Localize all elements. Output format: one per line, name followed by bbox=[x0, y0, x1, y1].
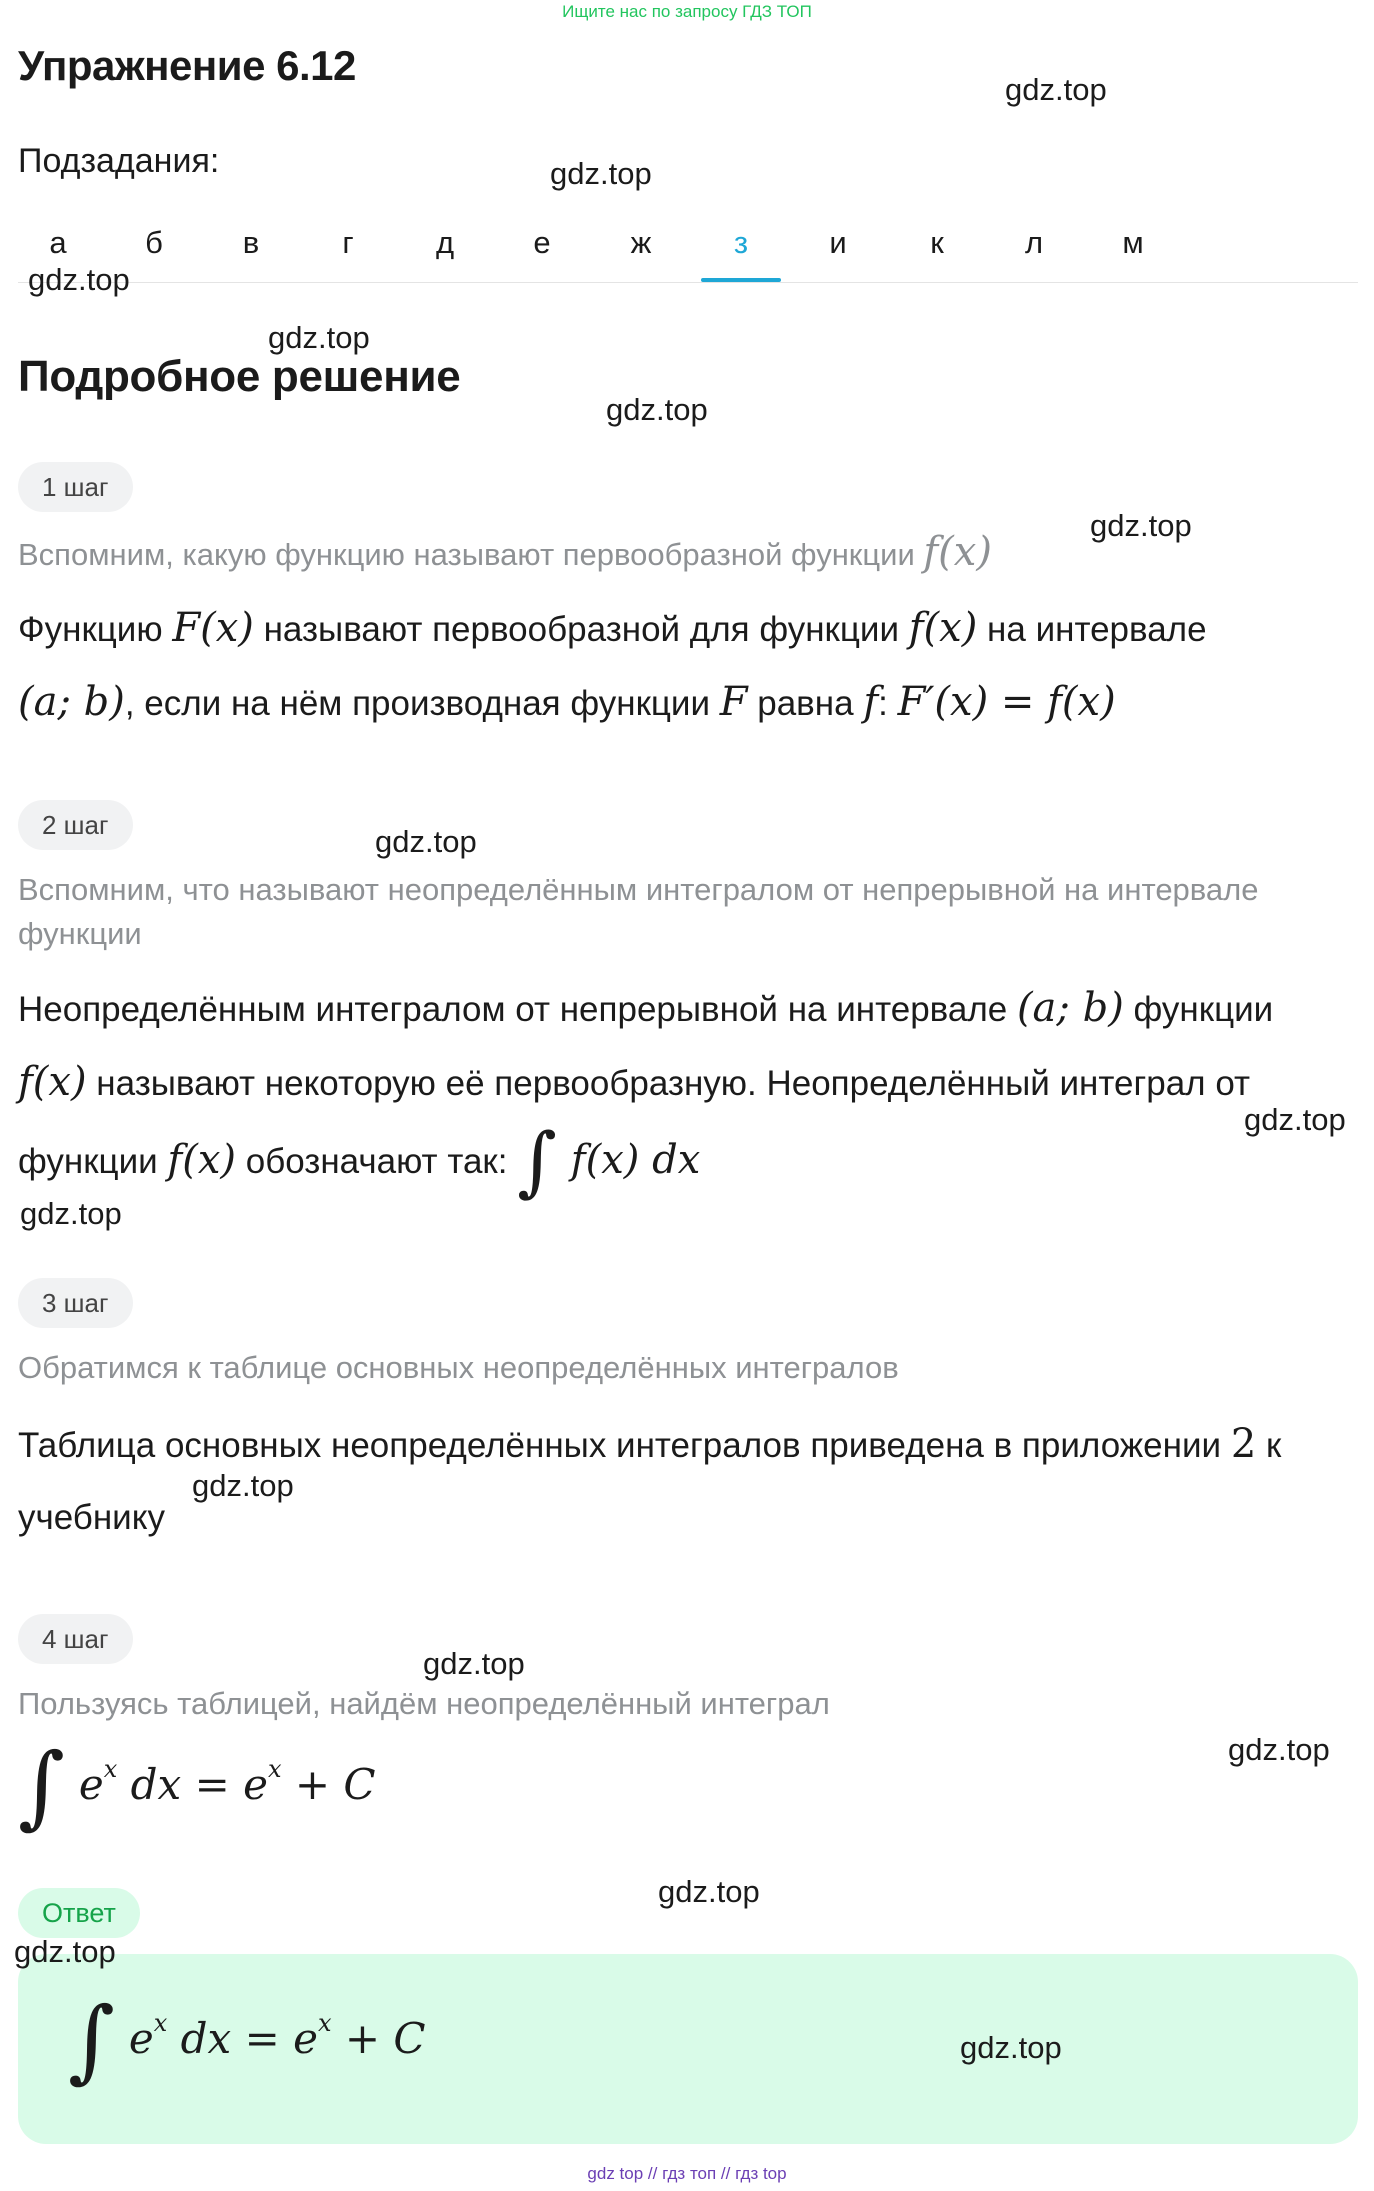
step-2-text: обозначают так: bbox=[236, 1142, 518, 1181]
step-2-text: функции bbox=[1123, 990, 1274, 1029]
step-3-text: к bbox=[1256, 1426, 1282, 1465]
step-1-text: , если на нём производная функции bbox=[124, 684, 720, 723]
step-2-badge: 2 шаг bbox=[18, 800, 133, 850]
formula-text: dx = bbox=[117, 1760, 244, 1809]
footer-links: gdz top // гдз топ // гдз top bbox=[587, 2164, 787, 2183]
step-2-math: (a; b) bbox=[1016, 985, 1124, 1031]
section-title: Подробное решение bbox=[18, 352, 461, 401]
step-1-math: F′(x) = f(x) bbox=[897, 679, 1116, 725]
formula-exponent: x bbox=[153, 2009, 168, 2037]
step-2-text: функции bbox=[18, 1142, 168, 1181]
answer-badge: Ответ bbox=[18, 1888, 140, 1938]
tab-k[interactable]: к bbox=[930, 225, 944, 260]
step-2-math: f(x) bbox=[18, 1059, 87, 1105]
formula-exponent: x bbox=[103, 1755, 118, 1783]
answer-formula bbox=[68, 1988, 426, 2093]
watermark: gdz.top bbox=[423, 1646, 525, 1681]
step-2-body bbox=[18, 972, 1348, 1120]
watermark: gdz.top bbox=[14, 1934, 116, 1969]
watermark: gdz.top bbox=[606, 392, 708, 427]
formula-exponent: x bbox=[317, 2009, 332, 2037]
tab-zh[interactable]: ж bbox=[630, 225, 652, 260]
step-3-text: Таблица основных неопределённых интегралов приведена в приложении bbox=[18, 1426, 1231, 1465]
subtask-tabs bbox=[18, 218, 1358, 283]
integral-sign: ∫ bbox=[68, 1988, 115, 2093]
tab-l[interactable]: л bbox=[1024, 225, 1044, 260]
formula-base: e bbox=[293, 2014, 318, 2063]
watermark: gdz.top bbox=[1005, 72, 1107, 107]
formula-base: e bbox=[128, 2014, 154, 2063]
watermark: gdz.top bbox=[28, 262, 130, 297]
formula-exponent: x bbox=[267, 1755, 282, 1783]
step-1-badge: 1 шаг bbox=[18, 462, 133, 512]
tab-v[interactable]: в bbox=[242, 225, 260, 260]
step-3-text: учебнику bbox=[18, 1498, 165, 1537]
step-3-hint: Обратимся к таблице основных неопределённых интегралов bbox=[18, 1350, 899, 1385]
tab-a[interactable]: а bbox=[49, 225, 67, 260]
step-2-math: f(x) bbox=[167, 1137, 236, 1183]
formula-text: + C bbox=[331, 2014, 426, 2063]
step-1-body bbox=[18, 592, 1348, 740]
step-1-text: на интервале bbox=[977, 610, 1207, 649]
watermark: gdz.top bbox=[658, 1874, 760, 1909]
watermark: gdz.top bbox=[375, 824, 477, 859]
step-4-formula bbox=[18, 1734, 376, 1839]
step-1-math: F bbox=[719, 679, 748, 725]
formula-text: dx = bbox=[167, 2014, 294, 2063]
step-2-text: Неопределённым интегралом от непрерывной на интервале bbox=[18, 990, 1017, 1029]
tab-z[interactable]: з bbox=[701, 218, 781, 280]
watermark: gdz.top bbox=[1228, 1732, 1330, 1767]
step-1-math: f(x) bbox=[908, 605, 978, 651]
tab-i[interactable]: и bbox=[829, 225, 847, 260]
step-3-badge: 3 шаг bbox=[18, 1278, 133, 1328]
watermark: gdz.top bbox=[960, 2030, 1062, 2065]
integral-sign: ∫ bbox=[18, 1734, 65, 1839]
step-4-hint: Пользуясь таблицей, найдём неопределённый интеграл bbox=[18, 1686, 830, 1721]
step-1-math: (a; b) bbox=[18, 679, 125, 725]
step-2-hint: Вспомним, что называют неопределённым интегралом от непрерывной на интервале функции bbox=[18, 872, 1259, 951]
step-2-math: f(x) dx bbox=[570, 1137, 701, 1183]
step-1-text: : bbox=[878, 684, 898, 723]
step-1-text: называют первообразной для функции bbox=[253, 610, 909, 649]
formula-base: e bbox=[243, 1760, 268, 1809]
watermark: gdz.top bbox=[20, 1196, 122, 1231]
step-1-text: Функцию bbox=[18, 610, 173, 649]
tab-d[interactable]: д bbox=[435, 225, 455, 260]
subtasks-label: Подзадания: bbox=[18, 142, 220, 180]
step-2-text: называют некоторую её первообразную. Неопределённый интеграл от bbox=[86, 1064, 1251, 1103]
integral-sign: ∫ bbox=[517, 1116, 557, 1205]
step-1-hint-text: Вспомним, какую функцию называют первообразной функции bbox=[18, 537, 924, 572]
step-1-math: F(x) bbox=[172, 605, 254, 651]
watermark: gdz.top bbox=[550, 156, 652, 191]
step-1-text: равна bbox=[747, 684, 864, 723]
watermark: gdz.top bbox=[268, 320, 370, 355]
tab-m[interactable]: м bbox=[1122, 225, 1144, 260]
formula-text: + C bbox=[281, 1760, 376, 1809]
step-1-math: f bbox=[863, 679, 879, 725]
tab-b[interactable]: б bbox=[145, 225, 163, 260]
watermark: gdz.top bbox=[1090, 508, 1192, 543]
step-3-math: 2 bbox=[1230, 1421, 1257, 1467]
answer-box bbox=[18, 1954, 1358, 2144]
tab-g[interactable]: г bbox=[342, 225, 354, 260]
page-title: Упражнение 6.12 bbox=[18, 42, 356, 89]
step-4-badge: 4 шаг bbox=[18, 1614, 133, 1664]
watermark: gdz.top bbox=[1244, 1102, 1346, 1137]
formula-base: e bbox=[78, 1760, 104, 1809]
top-banner: Ищите нас по запросу ГДЗ ТОП bbox=[562, 2, 812, 21]
tab-e[interactable]: е bbox=[533, 225, 551, 260]
watermark: gdz.top bbox=[192, 1468, 294, 1503]
step-1-hint-math: f(x) bbox=[923, 529, 992, 575]
